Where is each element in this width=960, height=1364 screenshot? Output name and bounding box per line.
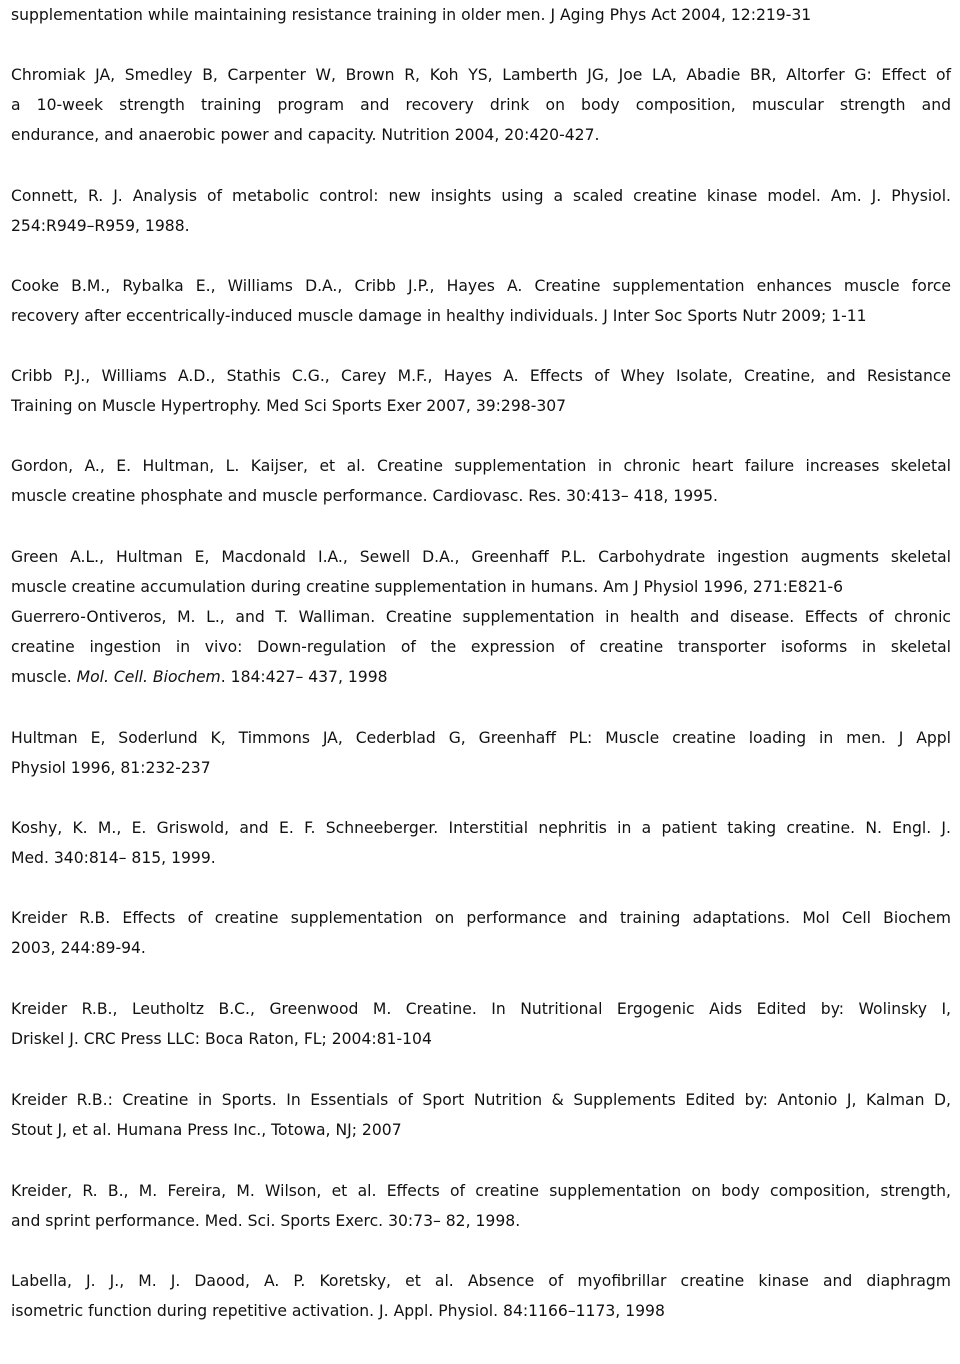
reference-line: recovery after eccentrically-induced muscle damage in healthy individuals. J Inter Soc Sports Nutr 2009; 1-11 bbox=[11, 307, 867, 325]
reference-line: 254:R949–R959, 1988. bbox=[11, 217, 190, 235]
reference-line: 2003, 244:89-94. bbox=[11, 939, 146, 957]
reference-line: Kreider R.B. Effects of creatine supplementation on performance and training adaptations. Mol Cell Biochem bbox=[11, 909, 951, 927]
reference-line: and sprint performance. Med. Sci. Sports Exerc. 30:73– 82, 1998. bbox=[11, 1212, 521, 1230]
reference-line: Training on Muscle Hypertrophy. Med Sci Sports Exer 2007, 39:298-307 bbox=[11, 397, 567, 415]
reference-line: Labella, J. J., M. J. Daood, A. P. Koretsky, et al. Absence of myofibrillar creatine kinase and diaphragm bbox=[11, 1272, 951, 1290]
reference-line: creatine ingestion in vivo: Down-regulation of the expression of creatine transporter isoforms in skeletal bbox=[11, 638, 951, 656]
reference-line: Hultman E, Soderlund K, Timmons JA, Cederblad G, Greenhaff PL: Muscle creatine loading in men. J Appl bbox=[11, 729, 951, 747]
reference-line: Kreider, R. B., M. Fereira, M. Wilson, et al. Effects of creatine supplementation on body composition, strength, bbox=[11, 1182, 951, 1200]
reference-line: Guerrero-Ontiveros, M. L., and T. Walliman. Creatine supplementation in health and disease. Effects of chronic bbox=[11, 608, 951, 626]
reference-line: isometric function during repetitive activation. J. Appl. Physiol. 84:1166–1173, 1998 bbox=[11, 1302, 665, 1320]
reference-line: Physiol 1996, 81:232-237 bbox=[11, 759, 211, 777]
reference-line: Cooke B.M., Rybalka E., Williams D.A., Cribb J.P., Hayes A. Creatine supplementation enhances muscle force bbox=[11, 277, 951, 295]
reference-line: Driskel J. CRC Press LLC: Boca Raton, FL; 2004:81-104 bbox=[11, 1030, 432, 1048]
reference-line: Kreider R.B., Leutholtz B.C., Greenwood M. Creatine. In Nutritional Ergogenic Aids Edited by: Wolinsky I, bbox=[11, 1000, 951, 1018]
reference-text: . 184:427– 437, 1998 bbox=[220, 668, 388, 686]
reference-line: Koshy, K. M., E. Griswold, and E. F. Schneeberger. Interstitial nephritis in a patient taking creatine. N. Engl. J. bbox=[11, 819, 951, 837]
reference-line: endurance, and anaerobic power and capacity. Nutrition 2004, 20:420-427. bbox=[11, 126, 600, 144]
reference-line: Connett, R. J. Analysis of metabolic control: new insights using a scaled creatine kinase model. Am. J. Physiol. bbox=[11, 187, 951, 205]
reference-line: a 10-week strength training program and recovery drink on body composition, muscular strength and bbox=[11, 96, 951, 114]
reference-line: muscle creatine phosphate and muscle performance. Cardiovasc. Res. 30:413– 418, 1995. bbox=[11, 487, 718, 505]
reference-line: supplementation while maintaining resistance training in older men. J Aging Phys Act 2004, 12:219-31 bbox=[11, 6, 812, 24]
reference-line: Kreider R.B.: Creatine in Sports. In Essentials of Sport Nutrition & Supplements Edited by: Antonio J, Kalman D, bbox=[11, 1091, 951, 1109]
reference-text: muscle. bbox=[11, 668, 77, 686]
reference-line: Cribb P.J., Williams A.D., Stathis C.G., Carey M.F., Hayes A. Effects of Whey Isolate, Creatine, and Resistance bbox=[11, 367, 951, 385]
reference-line: Green A.L., Hultman E, Macdonald I.A., Sewell D.A., Greenhaff P.L. Carbohydrate ingestion augments skeletal bbox=[11, 548, 951, 566]
reference-line: Chromiak JA, Smedley B, Carpenter W, Brown R, Koh YS, Lamberth JG, Joe LA, Abadie BR, Altorfer G: Effect of bbox=[11, 66, 951, 84]
journal-title-italic: Mol. Cell. Biochem bbox=[76, 668, 221, 686]
reference-line: muscle creatine accumulation during creatine supplementation in humans. Am J Physiol 1996, 271:E821-6 bbox=[11, 578, 844, 596]
reference-line: Med. 340:814– 815, 1999. bbox=[11, 849, 216, 867]
reference-line: Gordon, A., E. Hultman, L. Kaijser, et al. Creatine supplementation in chronic heart failure increases skeletal bbox=[11, 457, 951, 475]
reference-line: Stout J, et al. Humana Press Inc., Totowa, NJ; 2007 bbox=[11, 1121, 402, 1139]
reference-line bbox=[11, 662, 951, 692]
